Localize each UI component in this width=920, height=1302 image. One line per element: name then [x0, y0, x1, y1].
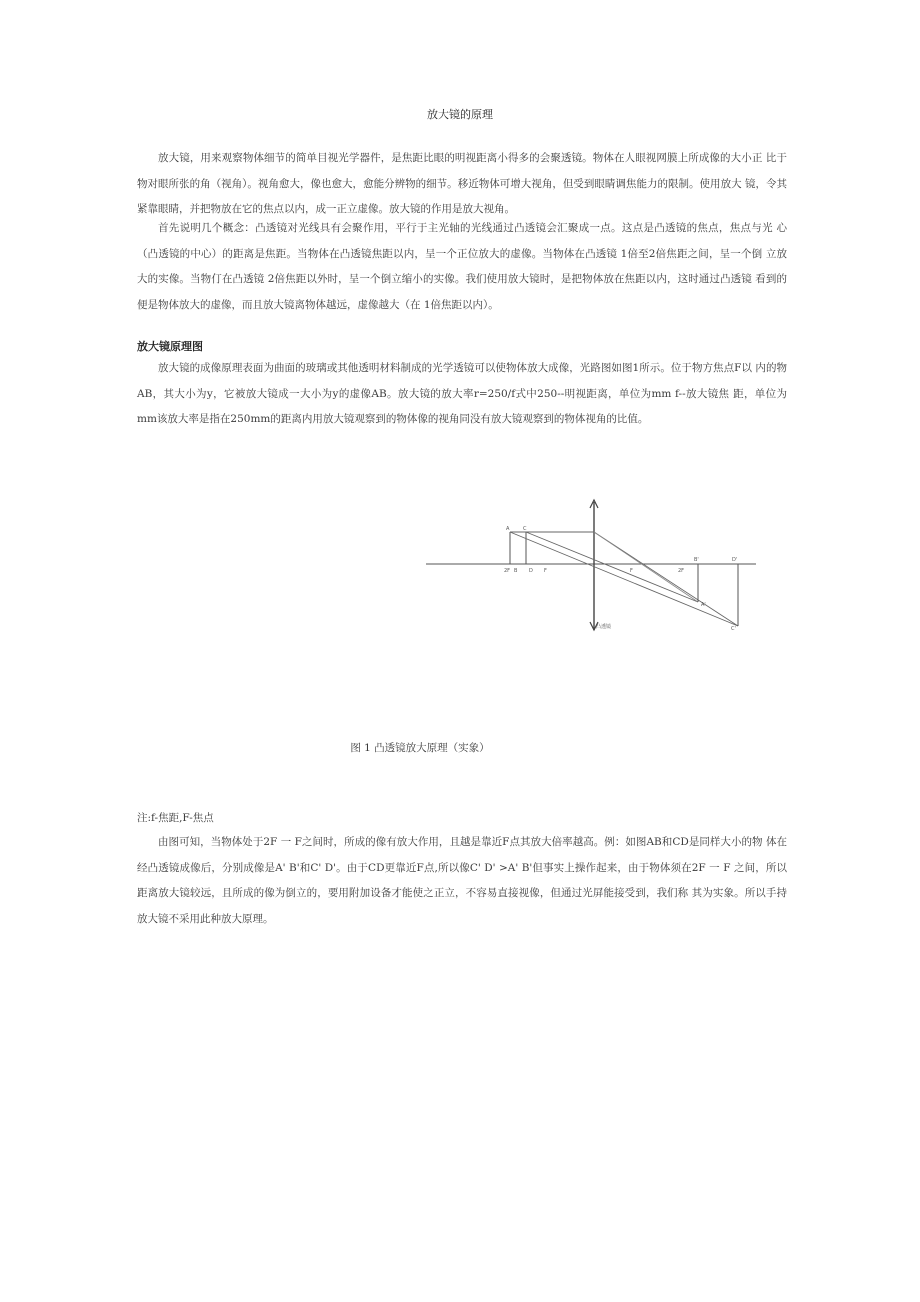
- axis-label-f-left: F: [544, 568, 547, 574]
- center-ray-1: [510, 532, 738, 626]
- section-heading: 放大镜原理图: [137, 340, 203, 353]
- axis-label-2f-right: 2F: [678, 568, 685, 574]
- point-label-c: C: [523, 526, 527, 532]
- point-label-a: A: [506, 526, 510, 532]
- center-ray-2: [526, 532, 698, 602]
- intro-paragraph: 放大镜，用来观察物体细节的简单目视光学器件，是焦距比眼的明视距离小得多的会聚透镜。物体在人眼视网膜上所成像的大小正 比于物对眼所张的角（视角）。视角愈大，像也愈大，愈能分辨物的细节。移近物体可增大视角，但受到眼睛调焦能力的限制。使用放大 镜，令其紧靠眼睛，并把物放在它的焦点以内，成一正立虚像。放大镜的作用是放大视角。: [137, 152, 787, 215]
- axis-label-2f-left: 2F: [504, 568, 511, 574]
- refracted-ray-2: [594, 532, 698, 602]
- principle-paragraph: 放大镜的成像原理表面为曲面的玻璃或其他透明材料制成的光学透镜可以使物体放大成像，光路图如图1所示。位于物方焦点F以 内的物AB，其大小为y，它被放大镜成一大小为y的虚像AB。放大镜的放大率r=250/f式中250--明视距离，单位为mm f--放大镜焦 距，单位为mm该放大率是指在250mm的距离内用放大镜观察到的物体像的视角同没有放大镜观察到的物体视角的比值。: [137, 362, 787, 425]
- point-label-c-prime: C': [731, 626, 736, 632]
- point-label-d-prime: D': [732, 557, 738, 563]
- axis-label-f-right: F: [630, 568, 633, 574]
- point-label-d: D: [529, 568, 533, 574]
- conclusion-paragraph: 由图可知，当物体处于2F 一 F之间时，所成的像有放大作用，且越是靠近F点其放大倍率越高。例：如图AB和CD是同样大小的物 体在经凸透镜成像后，分别成像是A' B'和C' D'。由于CD更靠近F点,所以像C' D' >A' B'但事实上操作起来，由于物体须在2F 一 F 之间，所以距离放大镜较远，且所成的像为倒立的，要用附加设备才能使之正立，不容易直接视像，但通过光屏能接受到，我们称 其为实象。所以手持放大镜不采用此种放大原理。: [137, 836, 787, 925]
- document-title: 放大镜的原理: [427, 108, 493, 121]
- note-text: 注:f-焦距,F-焦点: [137, 812, 214, 824]
- concepts-paragraph: 首先说明几个概念：凸透镜对光线具有会聚作用，平行于主光轴的光线通过凸透镜会汇聚成一点。这点是凸透镜的焦点，焦点与光 心（凸透镜的中心）的距离是焦距。当物体在凸透镜焦距以内，呈一个正位放大的虚像。当物体在凸透镜 1倍至2倍焦距之间，呈一个倒 立放大的实像。当物仃在凸透镜 2倍焦距以外时，呈一个倒立缩小的实像。我们使用放大镜时，是把物体放在焦距以内，这时通过凸透镜 看到的便是物体放大的虚像，而且放大镜离物体越远，虚像越大（在 1倍焦距以内）。: [137, 222, 787, 311]
- lens-label: 凸透镜: [596, 624, 612, 630]
- point-label-b: B: [514, 568, 518, 574]
- point-label-a-prime: A': [701, 602, 706, 608]
- figure-caption: 图 1 凸透镜放大原理（实象）: [350, 742, 490, 754]
- convex-lens-diagram: [426, 494, 756, 644]
- point-label-b-prime: B': [694, 557, 699, 563]
